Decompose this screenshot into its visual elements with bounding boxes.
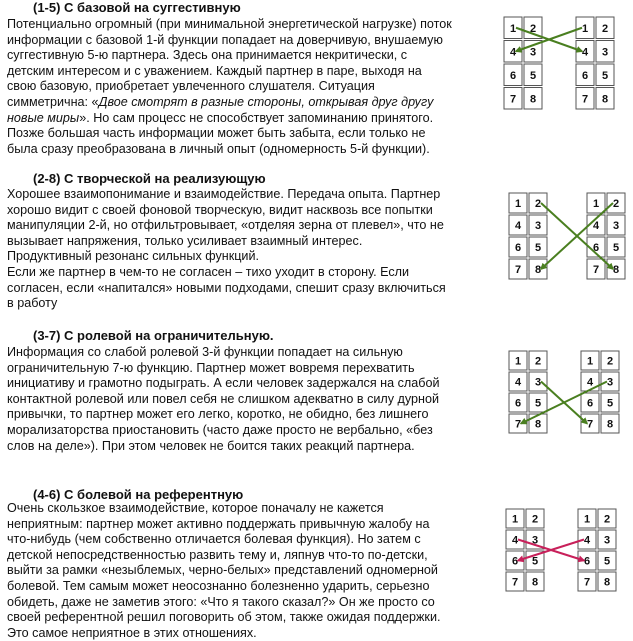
function-number: 4 — [514, 220, 522, 232]
function-number: 4 — [581, 46, 589, 59]
function-number: 1 — [581, 22, 589, 35]
function-diagram — [509, 351, 619, 433]
text-line: своей референтной решил поговорить об этом, также ожидая поддержки. — [7, 610, 441, 625]
text-line: инициативу и грамотно подыграть. А если человек задержался на слабой — [7, 376, 440, 391]
section-heading: (2-8) С творческой на реализующую — [33, 171, 266, 186]
section-text — [7, 345, 440, 454]
function-number: 1 — [509, 22, 517, 35]
text-line: Позже большая часть информации может быть забыта, если только не — [7, 126, 426, 141]
text-line — [7, 111, 452, 127]
text-line: ограничительную 7-ю функцию. Партнер может вовремя перехватить — [7, 360, 415, 375]
text-line: Очень скользкое взаимодействие, которое поначалу не кажется — [7, 501, 384, 515]
text-line: морализаторства приостановить (часто даже просто не вербально, «без — [7, 422, 433, 437]
function-number: 1 — [514, 355, 522, 368]
text-line: Хорошее взаимопонимание и взаимодействие. Передача опыта. Партнер — [7, 187, 441, 201]
text-line: детской непосредственностью развить тему и, ляпнув что-то по-детски, — [7, 547, 428, 562]
function-number: 5 — [612, 242, 620, 254]
function-number: 3 — [531, 534, 539, 547]
text-line: суггестивную 5-ю партнера. Здесь она принимается некритически, с — [7, 48, 408, 63]
text-line: неприятным: партнер может активно поддержать привычную жалобу на — [7, 516, 430, 531]
function-number: 3 — [534, 376, 542, 389]
function-number: 4 — [514, 376, 522, 389]
function-diagram — [506, 509, 616, 591]
function-number: 8 — [603, 576, 611, 589]
function-number: 3 — [534, 220, 542, 232]
text-line: манипуляции 2-й, но отфильтровывает, «отделяя зерна от плевел», что не — [7, 218, 444, 233]
function-number: 8 — [606, 418, 614, 431]
section-text — [7, 17, 452, 157]
function-number: 6 — [511, 555, 519, 568]
function-number: 3 — [601, 46, 609, 59]
text-line: согласен, если «напитался» новыми подходами, спешит сразу включиться — [7, 280, 446, 295]
function-number: 1 — [586, 355, 594, 368]
function-diagram — [509, 193, 625, 279]
function-number: 7 — [581, 93, 589, 106]
function-number: 6 — [509, 69, 517, 82]
function-number: 2 — [601, 22, 609, 35]
function-number: 2 — [603, 513, 611, 526]
function-number: 6 — [514, 242, 522, 254]
function-number: 5 — [529, 69, 537, 82]
function-number: 7 — [586, 418, 594, 431]
text-line: что-нибудь (чем собственно отличается болевая функция). Но затем с — [7, 532, 421, 547]
function-number: 8 — [531, 576, 539, 589]
function-number: 7 — [592, 264, 600, 276]
text-line: вызывает напряжения, только усиливает взаимный интерес. — [7, 233, 363, 248]
text-line: слов на деле»). При этом человек не боится таких реакций партнера. — [7, 438, 415, 453]
function-number: 6 — [583, 555, 591, 568]
quote-italic: новые миры — [7, 110, 80, 125]
function-diagram — [504, 17, 614, 109]
function-number: 2 — [606, 355, 614, 368]
function-number: 6 — [581, 69, 589, 82]
section-text — [7, 501, 440, 641]
function-number: 6 — [592, 242, 600, 254]
function-number: 2 — [529, 22, 537, 35]
function-number: 4 — [509, 46, 517, 59]
function-number: 7 — [514, 418, 522, 431]
function-number: 4 — [592, 220, 600, 232]
text-line: свою базовую, приобретает увлеченного слушателя. Ситуация — [7, 79, 375, 94]
text-line: выйти за рамки «незыблемых, черно-белых» представлений одномерной — [7, 563, 438, 578]
function-number: 3 — [529, 46, 537, 59]
text-line: информации с базовой 1-й функции попадает на доверчивую, внушаемую — [7, 32, 443, 47]
section-heading: (1-5) С базовой на суггестивную — [33, 0, 241, 15]
function-number: 5 — [531, 555, 539, 568]
section-heading: (3-7) С ролевой на ограничительную. — [33, 328, 274, 343]
text-line: контактной ролевой или повел себя не слишком адекватно в силу дурной — [7, 391, 440, 406]
section-heading: (4-6) С болевой на референтную — [33, 487, 244, 502]
function-number: 2 — [531, 513, 539, 526]
function-number: 8 — [601, 93, 609, 106]
function-number: 3 — [603, 534, 611, 547]
text-line: в работу — [7, 296, 58, 311]
function-number: 7 — [514, 264, 522, 276]
function-number: 1 — [583, 513, 591, 526]
text-line: Информация со слабой ролевой 3-й функции попадает на сильную — [7, 345, 403, 359]
function-number: 5 — [534, 397, 542, 410]
text-line: хорошо видит с своей фоновой творческую, видит насквозь все попытки — [7, 202, 433, 217]
function-number: 8 — [529, 93, 537, 106]
function-number: 6 — [586, 397, 594, 410]
function-number: 5 — [603, 555, 611, 568]
quote-italic: Двое смотрят в разные стороны, открывая друг другу — [98, 94, 434, 109]
function-number: 3 — [612, 220, 620, 232]
text-line: болевой. Тем самым может неосознанно болезненно ударить, серьезно — [7, 578, 430, 593]
section-text — [7, 187, 446, 312]
function-number: 1 — [592, 198, 600, 210]
text-fragment: симметрична: « — [7, 94, 99, 109]
function-number: 5 — [534, 242, 542, 254]
function-number: 1 — [511, 513, 519, 526]
function-number: 7 — [511, 576, 519, 589]
function-number: 6 — [514, 397, 522, 410]
function-number: 7 — [583, 576, 591, 589]
function-number: 3 — [606, 376, 614, 389]
text-line: Если же партнер в чем-то не согласен – тихо уходит в сторону. Если — [7, 264, 410, 279]
function-number: 2 — [534, 198, 542, 210]
text-line: была сразу преобразована в личный опыт (одномерность 5-й функции). — [7, 141, 430, 156]
function-number: 1 — [514, 198, 522, 210]
function-number: 8 — [534, 418, 542, 431]
function-number: 2 — [534, 355, 542, 368]
function-number: 8 — [534, 264, 542, 276]
text-line: Продуктивный резонанс сильных функций. — [7, 249, 259, 264]
function-number: 4 — [511, 534, 519, 547]
text-line: обидеть, даже не заметив этого: «Что я такого сказал?» Он же просто со — [7, 594, 435, 609]
function-number: 7 — [509, 93, 517, 106]
function-number: 8 — [612, 264, 620, 276]
text-line: Это самое неприятное в этих отношениях. — [7, 625, 257, 640]
function-number: 5 — [601, 69, 609, 82]
function-number: 4 — [586, 376, 594, 389]
text-line: Потенциально огромный (при минимальной энергетической нагрузке) поток — [7, 17, 452, 31]
text-fragment: ». Но сам процесс не способствует запоминанию принятого. — [79, 110, 434, 125]
function-number: 5 — [606, 397, 614, 410]
function-number: 2 — [612, 198, 620, 210]
text-line: детским интересом и с уважением. Каждый партнер в паре, выходя на — [7, 63, 422, 78]
text-line — [7, 95, 452, 111]
text-line: привычки, то партнер может его легко, коротко, не обидно, без лишнего — [7, 407, 429, 422]
function-number: 4 — [583, 534, 591, 547]
